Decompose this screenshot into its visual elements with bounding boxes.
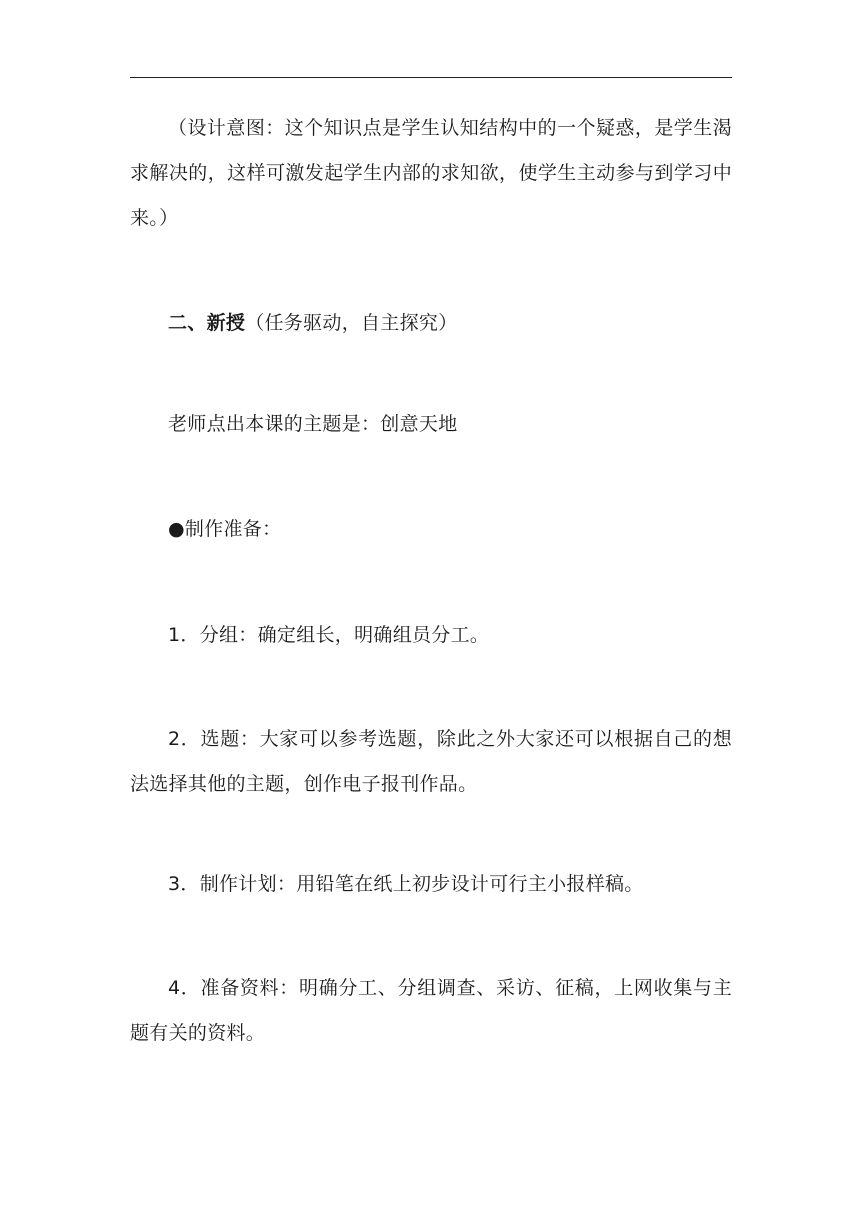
header-rule xyxy=(130,77,732,78)
section-heading-title: 二、新授 xyxy=(168,312,246,334)
step-item: 4．准备资料：明确分工、分组调查、采访、征稿，上网收集与主题有关的资料。 xyxy=(130,977,732,1044)
theme-line: 老师点出本课的主题是：创意天地 xyxy=(168,413,458,435)
prep-heading: ●制作准备： xyxy=(168,518,282,540)
section-heading xyxy=(130,301,732,346)
design-intent-note: （设计意图：这个知识点是学生认知结构中的一个疑惑，是学生渴求解决的，这样可激发起学生内部的求知欲，使学生主动参与到学习中来。） xyxy=(130,117,732,229)
step-item: 2．选题：大家可以参考选题，除此之外大家还可以根据自己的想法选择其他的主题，创作电子报刊作品。 xyxy=(130,728,732,795)
section-heading-subtitle: （任务驱动，自主探究） xyxy=(245,312,458,334)
step-item: 1．分组：确定组长，明确组员分工。 xyxy=(168,624,490,646)
step-item: 3．制作计划：用铅笔在纸上初步设计可行主小报样稿。 xyxy=(168,873,644,895)
